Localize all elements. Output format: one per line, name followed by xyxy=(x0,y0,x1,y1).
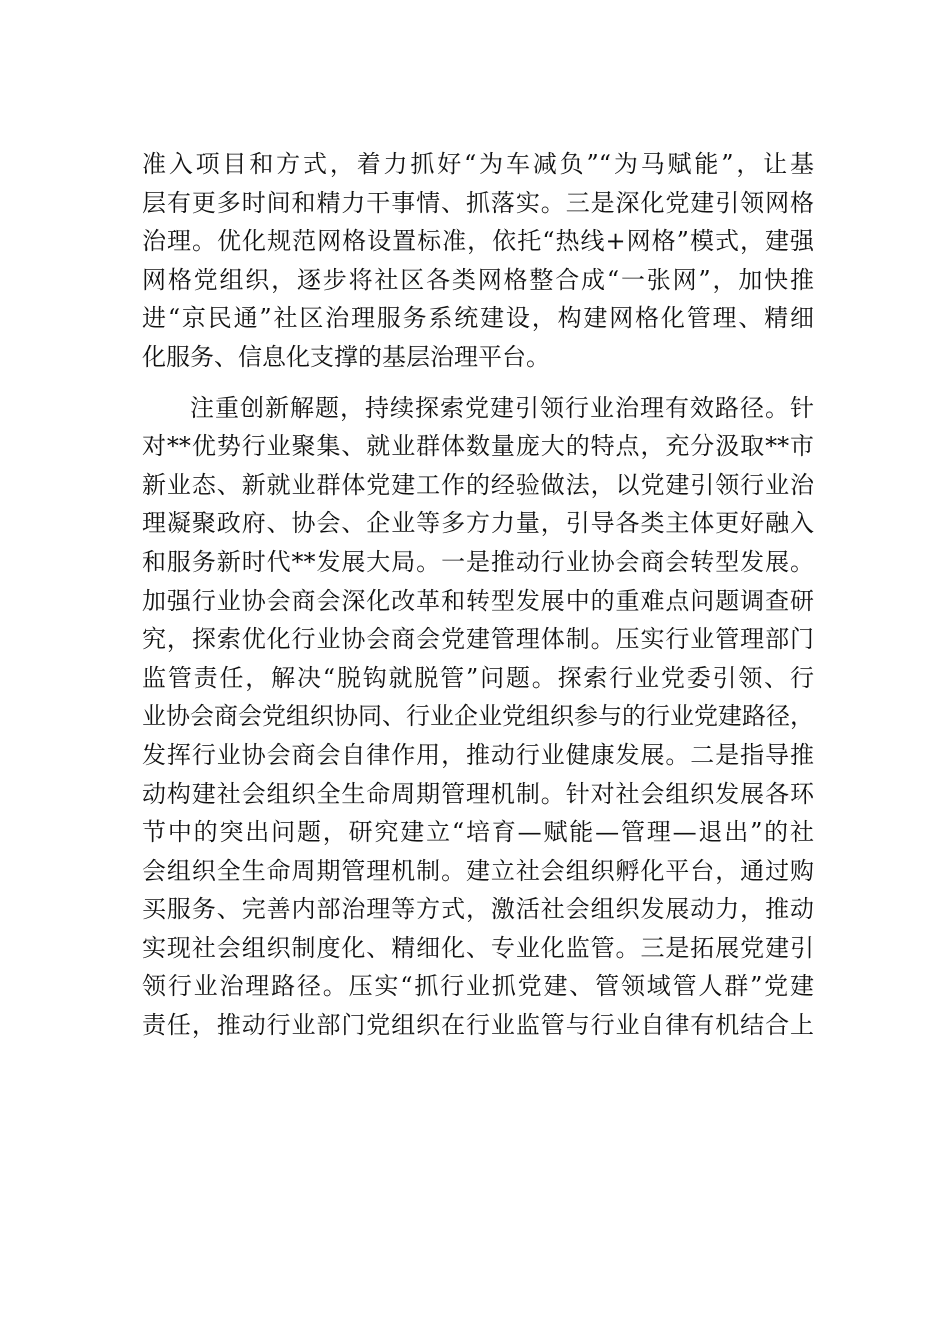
text-line: 节中的突出问题，研究建立“培育—赋能—管理—退出”的社 xyxy=(142,818,814,847)
document-body xyxy=(142,145,814,1045)
text-line: 领行业治理路径。压实“抓行业抓党建、管领域管人群”党建 xyxy=(142,972,814,1001)
text-line: 究，探索优化行业协会商会党建管理体制。压实行业管理部门 xyxy=(142,625,814,654)
text-line: 实现社会组织制度化、精细化、专业化监管。三是拓展党建引 xyxy=(142,933,814,962)
text-line: 化服务、信息化支撑的基层治理平台。 xyxy=(142,342,550,371)
paragraph-spacer xyxy=(142,377,814,389)
text-line: 业协会商会党组织协同、行业企业党组织参与的行业党建路径， xyxy=(142,702,814,731)
text-line: 动构建社会组织全生命周期管理机制。针对社会组织发展各环 xyxy=(142,779,814,808)
text-line: 会组织全生命周期管理机制。建立社会组织孵化平台，通过购 xyxy=(142,856,814,885)
text-line: 治理。优化规范网格设置标准，依托“热线+网格”模式，建强 xyxy=(142,227,814,256)
text-line: 和服务新时代**发展大局。一是推动行业协会商会转型发展。 xyxy=(142,547,814,576)
text-line: 责任，推动行业部门党组织在行业监管与行业自律有机结合上 xyxy=(142,1011,814,1040)
text-line: 发挥行业协会商会自律作用，推动行业健康发展。二是指导推 xyxy=(142,740,814,769)
paragraph-2 xyxy=(142,389,814,1045)
text-line: 买服务、完善内部治理等方式，激活社会组织发展动力，推动 xyxy=(142,895,814,924)
text-line: 新业态、新就业群体党建工作的经验做法，以党建引领行业治 xyxy=(142,470,814,499)
text-line: 层有更多时间和精力干事情、抓落实。三是深化党建引领网格 xyxy=(142,188,814,217)
text-line: 对**优势行业聚集、就业群体数量庞大的特点，充分汲取**市 xyxy=(142,432,814,461)
text-line: 监管责任，解决“脱钩就脱管”问题。探索行业党委引领、行 xyxy=(142,663,814,692)
text-line: 进“京民通”社区治理服务系统建设，构建网格化管理、精细 xyxy=(142,304,814,333)
text-line: 加强行业协会商会深化改革和转型发展中的重难点问题调查研 xyxy=(142,586,814,615)
text-line: 注重创新解题，持续探索党建引领行业治理有效路径。针 xyxy=(190,393,814,422)
text-line: 理凝聚政府、协会、企业等多方力量，引导各类主体更好融入 xyxy=(142,509,814,538)
paragraph-1 xyxy=(142,145,814,377)
text-line: 准入项目和方式，着力抓好“为车减负”“为马赋能”，让基 xyxy=(142,150,814,178)
text-line: 网格党组织，逐步将社区各类网格整合成“一张网”，加快推 xyxy=(142,265,814,294)
